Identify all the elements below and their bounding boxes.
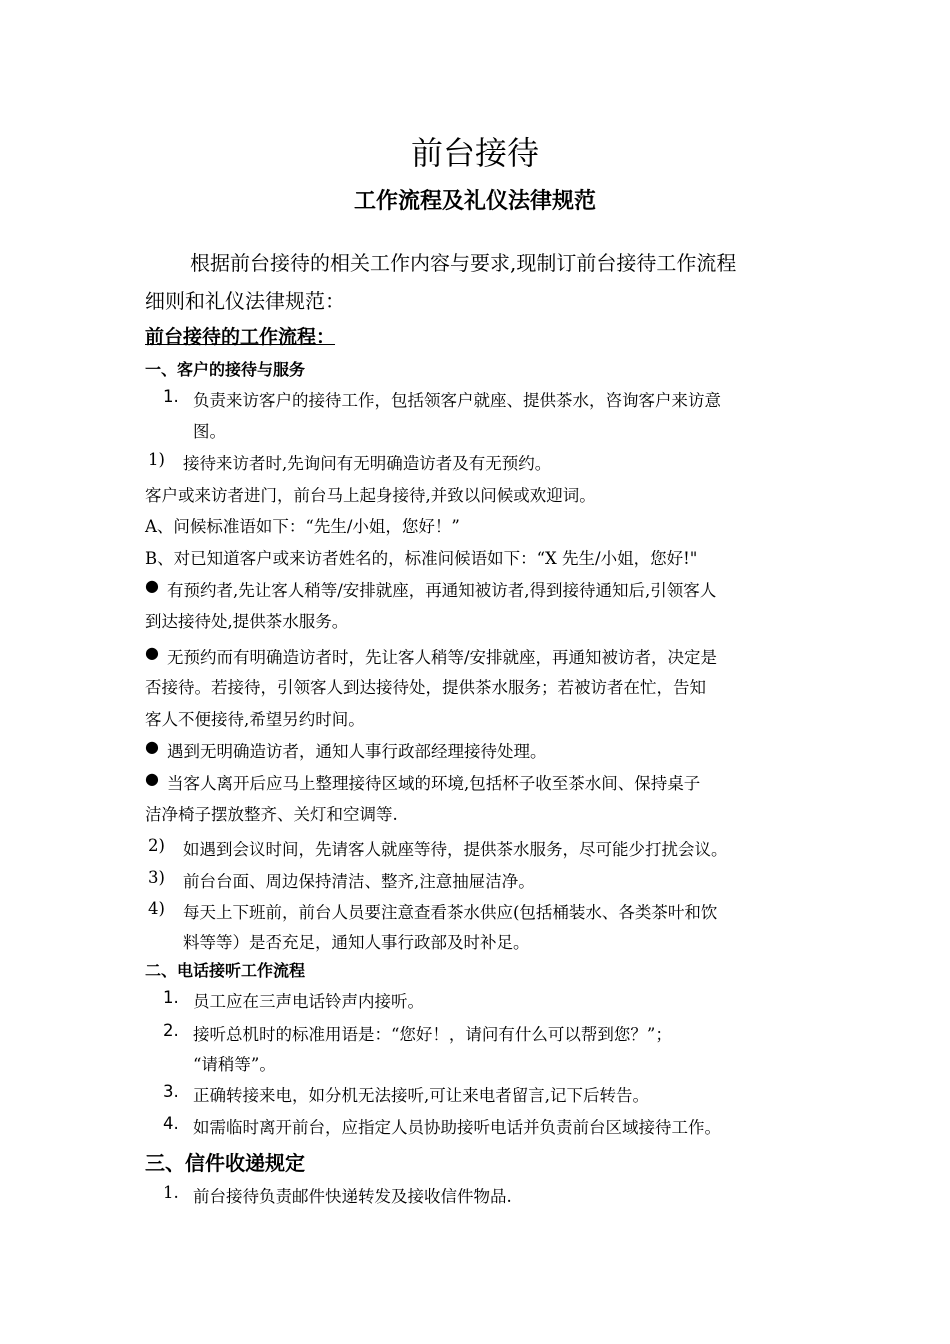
intro-line-2: 细则和礼仪法律规范： (145, 289, 345, 313)
list-item-text-cont: “请稍等”。 (193, 1055, 276, 1074)
bullet-icon: ● (145, 576, 159, 595)
list-number: 2. (163, 1021, 179, 1040)
document-title: 前台接待 (410, 134, 539, 172)
section2-heading: 二、电话接听工作流程 (145, 961, 306, 980)
greeting-standard-b: B、对已知道客户或来访者姓名的，标准问候语如下：“X 先生/小姐，您好!" (145, 549, 698, 568)
list-item-text-cont: 图。 (193, 422, 226, 441)
bullet-text-cont: 到达接待处,提供茶水服务。 (145, 612, 349, 631)
list-number: 3. (163, 1082, 179, 1101)
list-item-text: 接听总机时的标准用语是：“您好！，请问有什么可以帮到您？”； (193, 1025, 672, 1044)
sub-item-number: 4) (148, 899, 165, 918)
bullet-text: 无预约而有明确造访者时，先让客人稍等/安排就座，再通知被访者，决定是 (167, 648, 718, 667)
sub-item-number: 2) (148, 836, 165, 855)
sub-item-number: 1) (148, 450, 165, 469)
list-item-text: 负责来访客户的接待工作，包括领客户就座、提供茶水，咨询客户来访意 (193, 391, 721, 410)
list-item-text: 如需临时离开前台，应指定人员协助接听电话并负责前台区域接待工作。 (193, 1118, 721, 1137)
list-number: 4. (163, 1114, 179, 1133)
sub-item-text: 每天上下班前，前台人员要注意查看茶水供应(包括桶装水、各类茶叶和饮 (183, 903, 718, 922)
sub-item-text: 如遇到会议时间，先请客人就座等待，提供茶水服务，尽可能少打扰会议。 (183, 840, 728, 859)
sub-item-number: 3) (148, 868, 165, 887)
list-item-text: 前台接待负责邮件快递转发及接收信件物品. (193, 1187, 512, 1206)
section3-heading: 三、信件收递规定 (145, 1151, 305, 1175)
section1-heading: 一、客户的接待与服务 (145, 360, 306, 379)
sub-item-text-cont: 料等等）是否充足，通知人事行政部及时补足。 (183, 933, 530, 952)
bullet-text-cont: 客人不便接待,希望另约时间。 (145, 710, 365, 729)
bullet-icon: ● (145, 769, 159, 788)
bullet-text: 当客人离开后应马上整理接待区域的环境,包括杯子收至茶水间、保持桌子 (167, 774, 701, 793)
bullet-text-cont: 否接待。若接待，引领客人到达接待处，提供茶水服务；若被访者在忙，告知 (145, 678, 706, 697)
workflow-heading: 前台接待的工作流程： (145, 326, 336, 348)
bullet-text: 遇到无明确造访者，通知人事行政部经理接待处理。 (167, 742, 547, 761)
list-number: 1. (163, 988, 179, 1007)
bullet-icon: ● (145, 643, 159, 662)
sub-item-text: 前台台面、周边保持清洁、整齐,注意抽屉洁净。 (183, 872, 535, 891)
bullet-text: 有预约者,先让客人稍等/安排就座，再通知被访者,得到接待通知后,引领客人 (167, 581, 717, 600)
greeting-standard-a: A、问候标准语如下：“先生/小姐，您好！” (145, 517, 460, 536)
list-item-text: 正确转接来电，如分机无法接听,可让来电者留言,记下后转告。 (193, 1086, 649, 1105)
list-number: 1. (163, 1183, 179, 1202)
bullet-icon: ● (145, 737, 159, 756)
list-item-text: 员工应在三声电话铃声内接听。 (193, 992, 424, 1011)
bullet-text-cont: 洁净椅子摆放整齐、关灯和空调等. (145, 805, 398, 824)
paragraph: 客户或来访者进门，前台马上起身接待,并致以问候或欢迎词。 (145, 486, 596, 505)
list-number: 1. (163, 387, 179, 406)
sub-item-text: 接待来访者时,先询问有无明确造访者及有无预约。 (183, 454, 552, 473)
document-subtitle: 工作流程及礼仪法律规范 (353, 189, 596, 214)
intro-line-1: 根据前台接待的相关工作内容与要求,现制订前台接待工作流程 (190, 251, 737, 275)
